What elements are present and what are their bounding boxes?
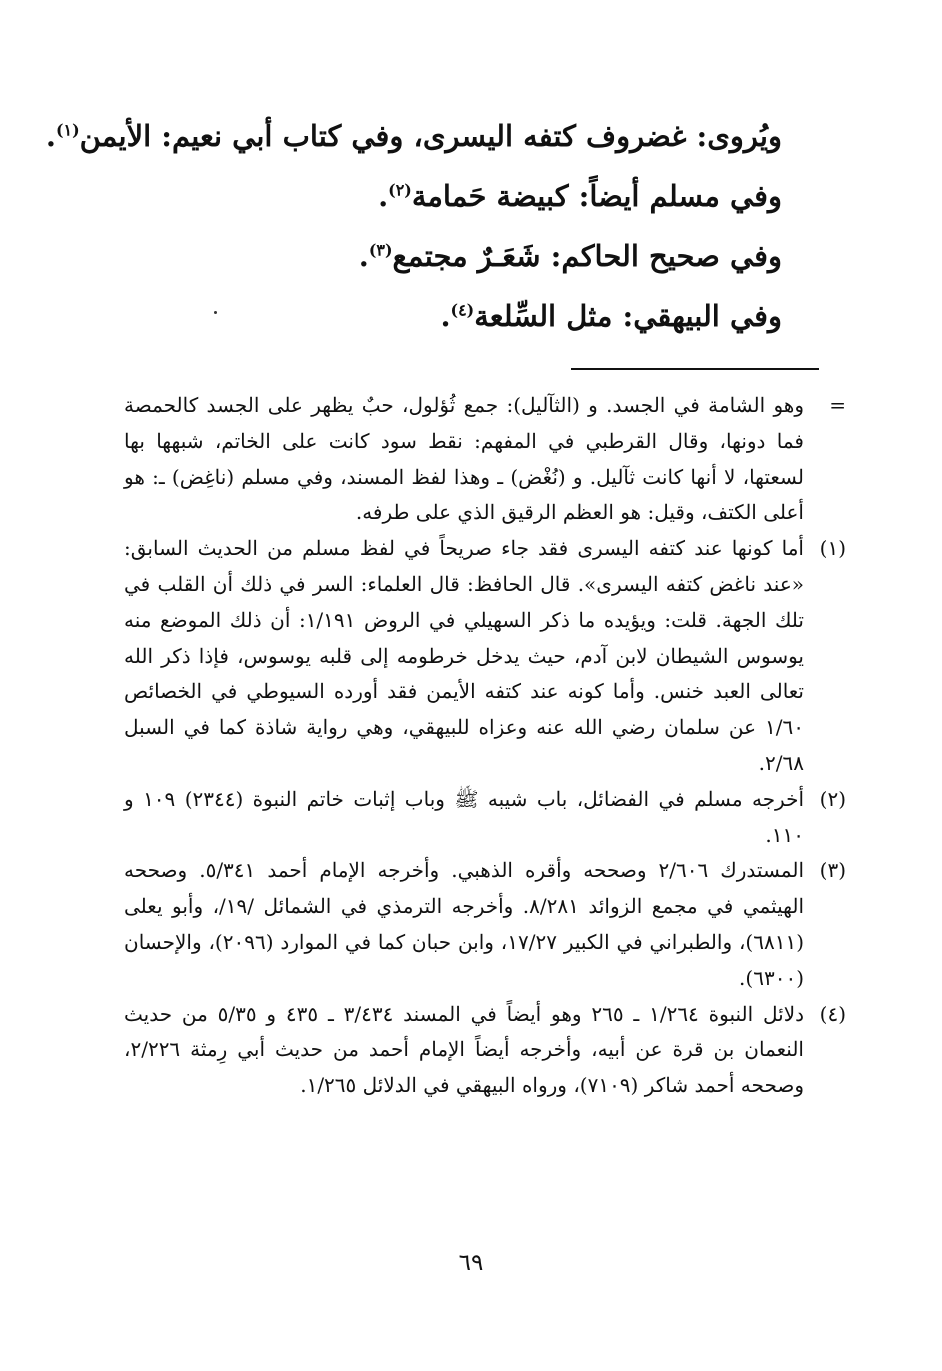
footnote-marker: (٤) bbox=[819, 1001, 846, 1026]
footnote-text: أما كونها عند كتفه اليسرى فقد جاء صريحاً في لفظ مسلم من الحديث السابق: «عند ناغض كتفه اليسرى». قال الحافظ: قال العلماء: السر في ذلك أن القلب في تلك الجهة. قلت: ويؤيده ما ذكر السهيلي في الروض ١/١٩١: أن ذلك الموضع منه يوسوس الشيطان لابن آدم، حيث يدخل خرطومه إلى قلبه يوسوس، فإذا ذكر الله تعالى العبد خنس. وأما كونه عند كتفه الأيمن فقد أورده السيوطي في الخصائص ١/٦٠ عن سلمان رضي الله عنه وعزاه للبيهقي، وهي رواية شاذة كما في السبل ٢/٦٨. bbox=[124, 536, 804, 775]
page-number: ٦٩ bbox=[458, 1250, 484, 1276]
main-text-line: وفي صحيح الحاكم: شَعَـرٌ مجتمع$^{(٣)}$. bbox=[358, 239, 782, 273]
main-text-line: وفي مسلم أيضاً: كبيضة حَمامة$^{(٢)}$. bbox=[378, 179, 782, 213]
footnote-reference: (٤) bbox=[450, 300, 475, 320]
footnote-marker: (٢) bbox=[819, 786, 846, 811]
footnote-reference: (٣) bbox=[368, 240, 393, 260]
footnote-continued bbox=[124, 388, 846, 531]
footnote-2 bbox=[124, 782, 846, 854]
scan-speck bbox=[214, 311, 217, 314]
footnote-reference: (٢) bbox=[388, 180, 412, 200]
footnote-text: وهو الشامة في الجسد. و (الثآليل): جمع ثُؤلول، حبٌ يظهر على الجسد كالحمصة فما دونها، وقال القرطبي في المفهم: نقط سود كانت على الخاتم، شبهها بها لسعتها، لا أنها كانت ثآليل. و (نُغْض) ـ وهذا لفظ المسند، وفي مسلم (ناغِض) ـ: هو أعلى الكتف، وقيل: هو العظم الرقيق الذي على طرفه. bbox=[124, 393, 804, 525]
footnote-4 bbox=[124, 997, 846, 1104]
footnote-text: أخرجه مسلم في الفضائل، باب شيبه ﷺ وباب إثبات خاتم النبوة (٢٣٤٤) ١٠٩ و ١١٠. bbox=[124, 786, 805, 847]
footnotes bbox=[124, 388, 846, 1104]
footnote-reference: (١) bbox=[56, 120, 80, 140]
footnote-text: المستدرك ٢/٦٠٦ وصححه وأقره الذهبي. وأخرجه الإمام أحمد ٥/٣٤١. وصححه الهيثمي في مجمع الزوائد ٨/٢٨١. وأخرجه الترمذي في الشمائل /١٩/، وأبو يعلى (٦٨١١)، والطبراني في الكبير ١٧/٢٧، وابن حبان كما في الموارد (٢٠٩٦)، والإحسان (٦٣٠٠). bbox=[124, 858, 805, 990]
main-text-line: ويُروى: غضروف كتفه اليسرى، وفي كتاب أبي نعيم: الأيمن$^{(١)}$. bbox=[45, 119, 782, 153]
footnote-text: دلائل النبوة ١/٢٦٤ ـ ٢٦٥ وهو أيضاً في المسند ٣/٤٣٤ ـ ٤٣٥ و ٥/٣٥ من حديث النعمان بن قرة عن أبيه، وأخرجه أيضاً الإمام أحمد من حديث أبي رِمثة ٢/٢٢٦، وصححه أحمد شاكر (٧١٠٩)، ورواه البيهقي في الدلائل ١/٢٦٥. bbox=[124, 1001, 805, 1098]
footnote-marker: (٣) bbox=[819, 858, 846, 883]
main-text bbox=[45, 106, 782, 346]
footnote-marker: = bbox=[829, 393, 846, 417]
footnote-3 bbox=[124, 853, 846, 996]
footnote-marker: (١) bbox=[819, 536, 846, 561]
footnote-separator bbox=[571, 368, 819, 370]
main-text-line: وفي البيهقي: مثل السِّلعة$^{(٤)}$. bbox=[440, 299, 782, 333]
footnote-1 bbox=[124, 531, 846, 782]
